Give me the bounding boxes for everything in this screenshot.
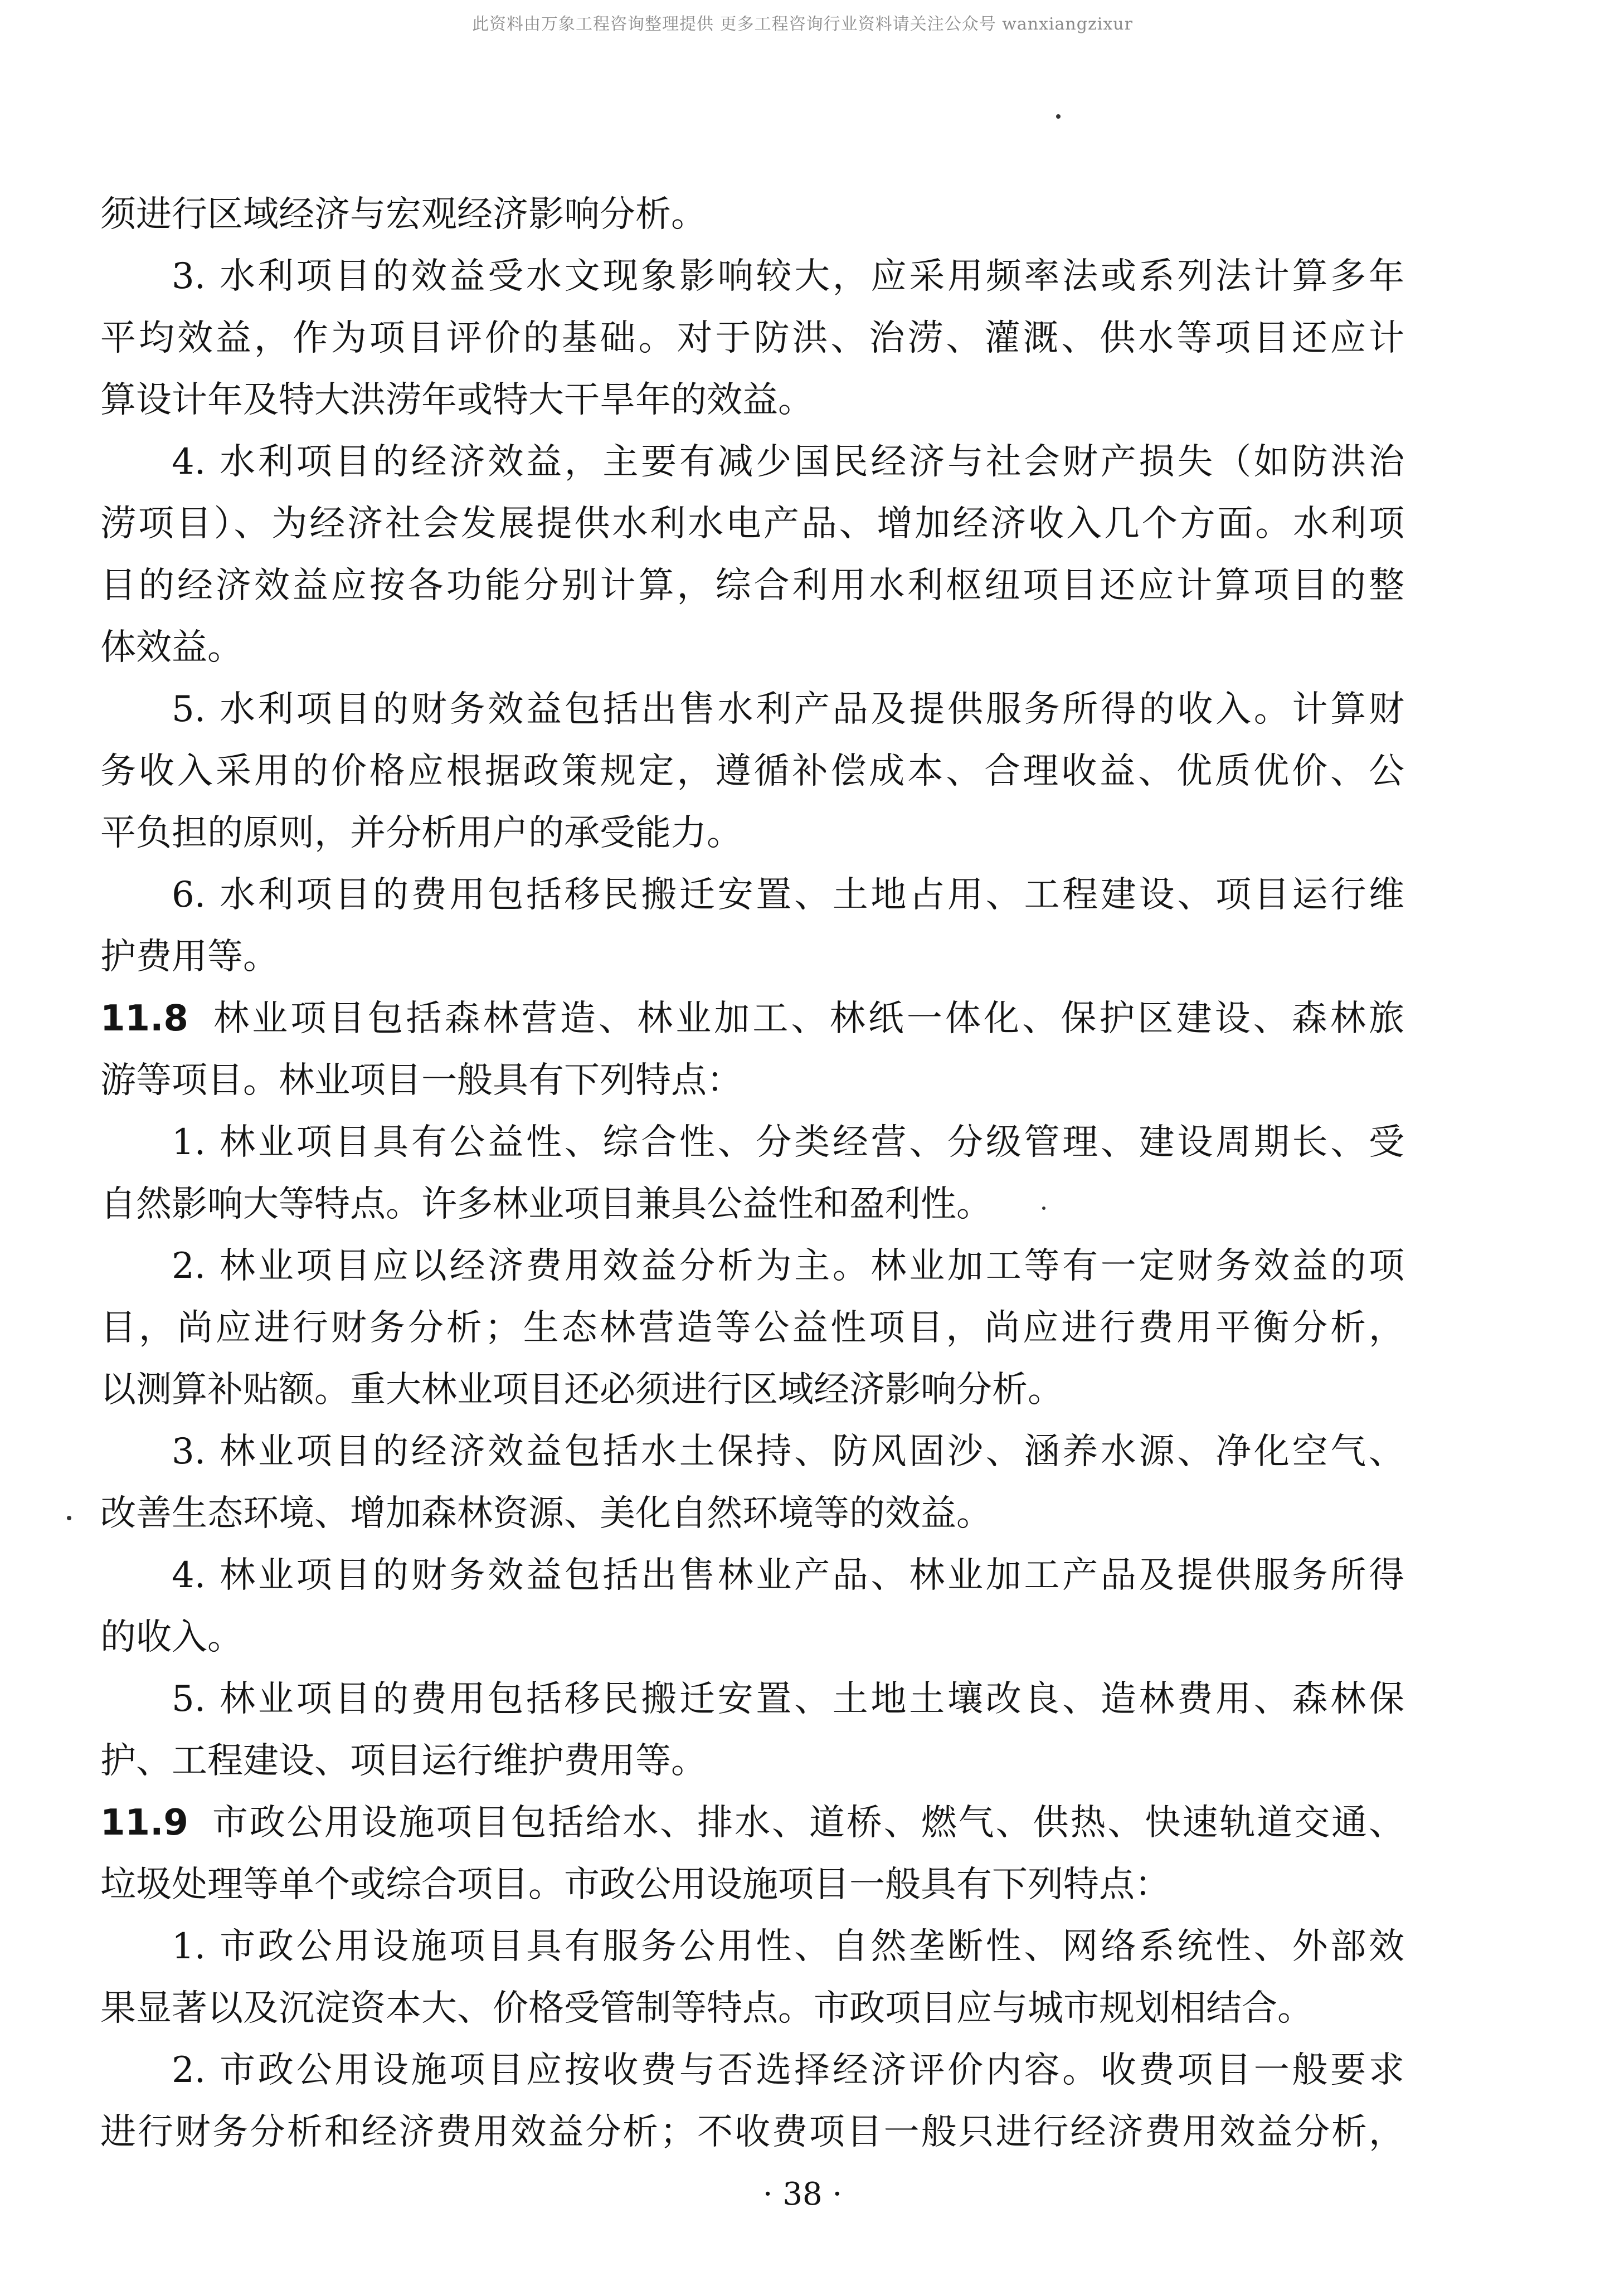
body-text-line (100, 1112, 1404, 1174)
line-text: 的收入。 (100, 1617, 243, 1658)
line-text: 涝项目）、为经济社会发展提供水利水电产品、增加经济收入几个方面。水利项 (100, 503, 1404, 544)
line-text: 4. 林业项目的财务效益包括出售林业产品、林业加工产品及提供服务所得 (172, 1555, 1404, 1596)
line-text: 平负担的原则，并分析用户的承受能力。 (100, 813, 742, 854)
watermark-header: 此资料由万象工程咨询整理提供 更多工程咨询行业资料请关注公众号 wanxiangzixur (472, 14, 1133, 34)
line-text: 5. 林业项目的费用包括移民搬迁安置、土地土壤改良、造林费用、森林保 (172, 1679, 1404, 1720)
scan-speck (1042, 1207, 1045, 1210)
body-text-line (100, 1297, 1404, 1359)
line-text: 以测算补贴额。重大林业项目还必须进行区域经济影响分析。 (100, 1369, 1063, 1410)
line-text: 目的经济效益应按各功能分别计算，综合利用水利枢纽项目还应计算项目的整 (100, 565, 1404, 606)
body-text-line (100, 802, 1404, 864)
body-text-line (100, 1669, 1404, 1730)
body-text-line (100, 1545, 1404, 1607)
body-text-line (100, 1978, 1404, 2040)
section-number: 11.8 (100, 998, 188, 1039)
body-text-line (100, 184, 1404, 246)
line-text: 3. 林业项目的经济效益包括水土保持、防风固沙、涵养水源、净化空气、 (172, 1431, 1404, 1472)
line-text: 垃圾处理等单个或综合项目。市政公用设施项目一般具有下列特点： (100, 1864, 1170, 1905)
line-text: 2. 市政公用设施项目应按收费与否选择经济评价内容。收费项目一般要求 (172, 2050, 1404, 2091)
document-body (100, 184, 1404, 2163)
line-text: 市政公用设施项目包括给水、排水、道桥、燃气、供热、快速轨道交通、 (210, 1802, 1404, 1843)
body-text-line (100, 741, 1404, 802)
line-text: 果显著以及沉淀资本大、价格受管制等特点。市政项目应与城市规划相结合。 (100, 1988, 1313, 2029)
line-text: 进行财务分析和经济费用效益分析；不收费项目一般只进行经济费用效益分析， (100, 2112, 1404, 2153)
body-text-line (100, 369, 1404, 431)
body-text-line (100, 246, 1404, 308)
line-text: 自然影响大等特点。许多林业项目兼具公益性和盈利性。 (100, 1184, 992, 1225)
section-heading-line (100, 988, 1404, 1050)
line-text: 5. 水利项目的财务效益包括出售水利产品及提供服务所得的收入。计算财 (172, 689, 1404, 730)
body-text-line (100, 926, 1404, 988)
line-text: 目，尚应进行财务分析；生态林营造等公益性项目，尚应进行费用平衡分析， (100, 1307, 1404, 1349)
body-text-line (100, 1421, 1404, 1483)
line-text: 2. 林业项目应以经济费用效益分析为主。林业加工等有一定财务效益的项 (172, 1246, 1404, 1287)
line-text: 林业项目包括森林营造、林业加工、林纸一体化、保护区建设、森林旅 (210, 998, 1404, 1039)
body-text-line (100, 1359, 1404, 1421)
line-text: 护、工程建设、项目运行维护费用等。 (100, 1740, 707, 1782)
body-text-line (100, 617, 1404, 679)
line-text: 游等项目。林业项目一般具有下列特点： (100, 1060, 742, 1101)
body-text-line (100, 555, 1404, 617)
body-text-line (100, 1916, 1404, 1978)
line-text: 3. 水利项目的效益受水文现象影响较大，应采用频率法或系列法计算多年 (172, 256, 1404, 297)
body-text-line (100, 308, 1404, 369)
line-text: 改善生态环境、增加森林资源、美化自然环境等的效益。 (100, 1493, 992, 1534)
scan-speck (67, 1516, 71, 1520)
section-heading-line (100, 1792, 1404, 1854)
body-text-line (100, 1235, 1404, 1297)
body-text-line (100, 1607, 1404, 1669)
line-text: 4. 水利项目的经济效益，主要有减少国民经济与社会财产损失（如防洪治 (172, 441, 1404, 483)
line-text: 算设计年及特大洪涝年或特大干旱年的效益。 (100, 380, 814, 421)
line-text: 平均效益，作为项目评价的基础。对于防洪、治涝、灌溉、供水等项目还应计 (100, 318, 1404, 359)
line-text: 1. 市政公用设施项目具有服务公用性、自然垄断性、网络系统性、外部效 (172, 1926, 1404, 1967)
section-number: 11.9 (100, 1802, 188, 1843)
body-text-line (100, 493, 1404, 555)
line-text: 护费用等。 (100, 936, 279, 977)
line-text: 务收入采用的价格应根据政策规定，遵循补偿成本、合理收益、优质优价、公 (100, 751, 1404, 792)
body-text-line (100, 1730, 1404, 1792)
body-text-line (100, 1050, 1404, 1112)
scan-speck (1056, 114, 1061, 119)
line-text: 1. 林业项目具有公益性、综合性、分类经营、分级管理、建设周期长、受 (172, 1122, 1404, 1163)
body-text-line (100, 679, 1404, 741)
body-text-line (100, 1174, 1404, 1235)
body-text-line (100, 864, 1404, 926)
line-text: 6. 水利项目的费用包括移民搬迁安置、土地占用、工程建设、项目运行维 (172, 874, 1404, 916)
body-text-line (100, 1854, 1404, 1916)
line-text: 须进行区域经济与宏观经济影响分析。 (100, 194, 707, 235)
page-number: · 38 · (762, 2176, 843, 2212)
body-text-line (100, 2040, 1404, 2102)
body-text-line (100, 1483, 1404, 1545)
line-text: 体效益。 (100, 627, 243, 668)
body-text-line (100, 431, 1404, 493)
body-text-line (100, 2102, 1404, 2163)
